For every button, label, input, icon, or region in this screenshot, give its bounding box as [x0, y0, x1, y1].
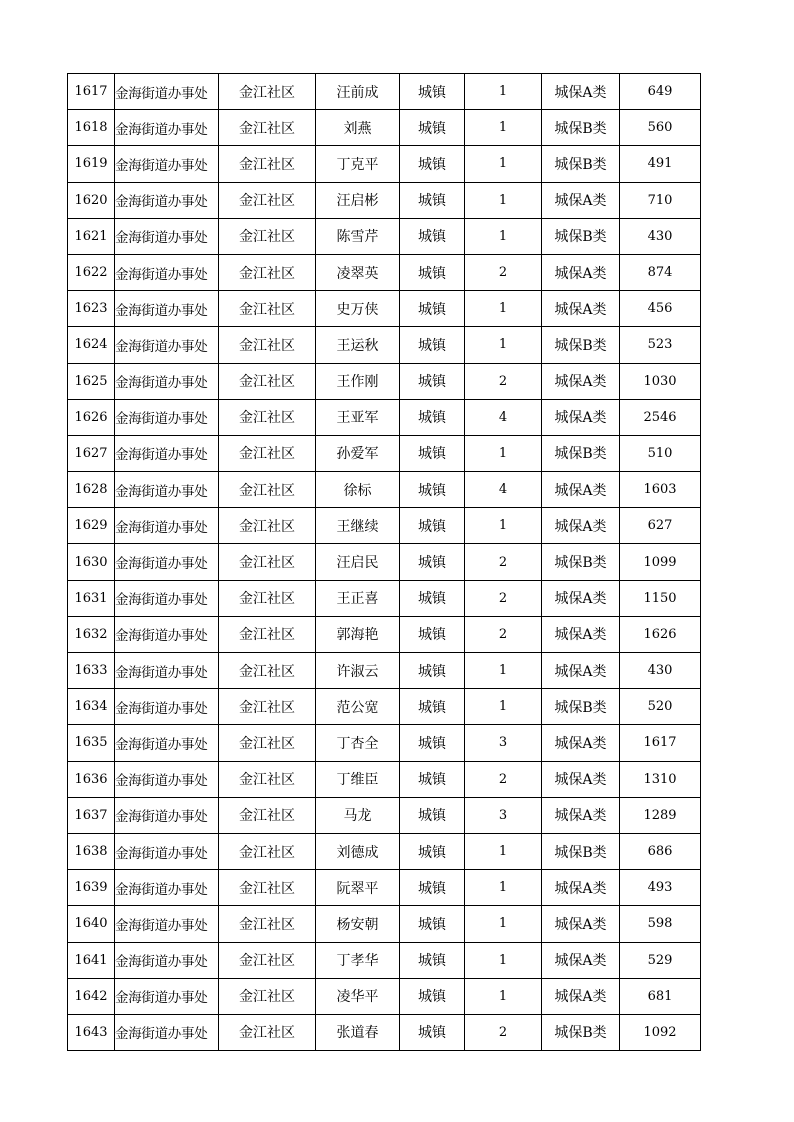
row-index-cell: 1635	[68, 725, 115, 761]
person-name-cell: 丁维臣	[316, 761, 400, 797]
street-office-cell: 金海街道办事处	[115, 942, 219, 978]
amount-cell: 1289	[620, 797, 701, 833]
street-office-cell: 金海街道办事处	[115, 327, 219, 363]
household-type-cell: 城镇	[400, 653, 465, 689]
insurance-class-cell: 城保A类	[542, 580, 620, 616]
table-row	[68, 218, 701, 254]
amount-cell: 681	[620, 978, 701, 1014]
table-row	[68, 906, 701, 942]
row-index-cell: 1639	[68, 870, 115, 906]
insurance-class-cell: 城保A类	[542, 797, 620, 833]
family-size-cell: 1	[465, 653, 542, 689]
amount-cell: 493	[620, 870, 701, 906]
community-cell: 金江社区	[219, 363, 316, 399]
row-index-cell: 1625	[68, 363, 115, 399]
row-index-cell: 1622	[68, 254, 115, 290]
street-office-cell: 金海街道办事处	[115, 508, 219, 544]
street-office-cell: 金海街道办事处	[115, 761, 219, 797]
insurance-class-cell: 城保A类	[542, 254, 620, 290]
household-type-cell: 城镇	[400, 327, 465, 363]
family-size-cell: 1	[465, 833, 542, 869]
table-row	[68, 327, 701, 363]
insurance-class-cell: 城保A类	[542, 942, 620, 978]
family-size-cell: 1	[465, 74, 542, 110]
table-row	[68, 833, 701, 869]
family-size-cell: 4	[465, 399, 542, 435]
person-name-cell: 郭海艳	[316, 616, 400, 652]
person-name-cell: 马龙	[316, 797, 400, 833]
family-size-cell: 2	[465, 761, 542, 797]
amount-cell: 598	[620, 906, 701, 942]
household-type-cell: 城镇	[400, 978, 465, 1014]
insurance-class-cell: 城保A类	[542, 291, 620, 327]
household-type-cell: 城镇	[400, 689, 465, 725]
household-type-cell: 城镇	[400, 74, 465, 110]
person-name-cell: 杨安朝	[316, 906, 400, 942]
amount-cell: 710	[620, 182, 701, 218]
family-size-cell: 1	[465, 978, 542, 1014]
amount-cell: 491	[620, 146, 701, 182]
street-office-cell: 金海街道办事处	[115, 978, 219, 1014]
community-cell: 金江社区	[219, 942, 316, 978]
street-office-cell: 金海街道办事处	[115, 435, 219, 471]
table-row	[68, 1014, 701, 1050]
household-type-cell: 城镇	[400, 291, 465, 327]
street-office-cell: 金海街道办事处	[115, 870, 219, 906]
amount-cell: 430	[620, 218, 701, 254]
street-office-cell: 金海街道办事处	[115, 254, 219, 290]
street-office-cell: 金海街道办事处	[115, 182, 219, 218]
street-office-cell: 金海街道办事处	[115, 616, 219, 652]
street-office-cell: 金海街道办事处	[115, 146, 219, 182]
row-index-cell: 1641	[68, 942, 115, 978]
person-name-cell: 丁克平	[316, 146, 400, 182]
insurance-class-cell: 城保A类	[542, 508, 620, 544]
household-type-cell: 城镇	[400, 906, 465, 942]
family-size-cell: 3	[465, 725, 542, 761]
amount-cell: 1617	[620, 725, 701, 761]
records-table	[67, 73, 701, 1051]
street-office-cell: 金海街道办事处	[115, 725, 219, 761]
community-cell: 金江社区	[219, 580, 316, 616]
community-cell: 金江社区	[219, 978, 316, 1014]
table-row	[68, 74, 701, 110]
family-size-cell: 2	[465, 363, 542, 399]
amount-cell: 874	[620, 254, 701, 290]
row-index-cell: 1633	[68, 653, 115, 689]
household-type-cell: 城镇	[400, 833, 465, 869]
street-office-cell: 金海街道办事处	[115, 1014, 219, 1050]
community-cell: 金江社区	[219, 689, 316, 725]
person-name-cell: 王正喜	[316, 580, 400, 616]
person-name-cell: 凌翠英	[316, 254, 400, 290]
table-row	[68, 870, 701, 906]
household-type-cell: 城镇	[400, 146, 465, 182]
household-type-cell: 城镇	[400, 363, 465, 399]
street-office-cell: 金海街道办事处	[115, 74, 219, 110]
street-office-cell: 金海街道办事处	[115, 580, 219, 616]
table-row	[68, 110, 701, 146]
table-row	[68, 472, 701, 508]
insurance-class-cell: 城保B类	[542, 833, 620, 869]
insurance-class-cell: 城保A类	[542, 616, 620, 652]
street-office-cell: 金海街道办事处	[115, 110, 219, 146]
amount-cell: 2546	[620, 399, 701, 435]
family-size-cell: 1	[465, 327, 542, 363]
community-cell: 金江社区	[219, 833, 316, 869]
family-size-cell: 2	[465, 580, 542, 616]
street-office-cell: 金海街道办事处	[115, 399, 219, 435]
row-index-cell: 1630	[68, 544, 115, 580]
insurance-class-cell: 城保B类	[542, 327, 620, 363]
street-office-cell: 金海街道办事处	[115, 689, 219, 725]
table-row	[68, 363, 701, 399]
street-office-cell: 金海街道办事处	[115, 797, 219, 833]
insurance-class-cell: 城保A类	[542, 725, 620, 761]
table-row	[68, 399, 701, 435]
community-cell: 金江社区	[219, 182, 316, 218]
row-index-cell: 1637	[68, 797, 115, 833]
row-index-cell: 1628	[68, 472, 115, 508]
amount-cell: 520	[620, 689, 701, 725]
street-office-cell: 金海街道办事处	[115, 472, 219, 508]
insurance-class-cell: 城保A类	[542, 74, 620, 110]
table-row	[68, 978, 701, 1014]
family-size-cell: 1	[465, 291, 542, 327]
insurance-class-cell: 城保B类	[542, 218, 620, 254]
household-type-cell: 城镇	[400, 399, 465, 435]
insurance-class-cell: 城保B类	[542, 689, 620, 725]
insurance-class-cell: 城保B类	[542, 110, 620, 146]
person-name-cell: 王亚军	[316, 399, 400, 435]
row-index-cell: 1634	[68, 689, 115, 725]
household-type-cell: 城镇	[400, 472, 465, 508]
person-name-cell: 阮翠平	[316, 870, 400, 906]
family-size-cell: 1	[465, 218, 542, 254]
insurance-class-cell: 城保A类	[542, 363, 620, 399]
street-office-cell: 金海街道办事处	[115, 653, 219, 689]
family-size-cell: 1	[465, 435, 542, 471]
row-index-cell: 1643	[68, 1014, 115, 1050]
person-name-cell: 张道春	[316, 1014, 400, 1050]
row-index-cell: 1636	[68, 761, 115, 797]
row-index-cell: 1620	[68, 182, 115, 218]
family-size-cell: 1	[465, 182, 542, 218]
table-row	[68, 146, 701, 182]
person-name-cell: 王运秋	[316, 327, 400, 363]
household-type-cell: 城镇	[400, 254, 465, 290]
person-name-cell: 刘德成	[316, 833, 400, 869]
amount-cell: 1150	[620, 580, 701, 616]
household-type-cell: 城镇	[400, 1014, 465, 1050]
row-index-cell: 1642	[68, 978, 115, 1014]
amount-cell: 649	[620, 74, 701, 110]
family-size-cell: 1	[465, 110, 542, 146]
person-name-cell: 范公宽	[316, 689, 400, 725]
amount-cell: 1030	[620, 363, 701, 399]
insurance-class-cell: 城保A类	[542, 472, 620, 508]
insurance-class-cell: 城保A类	[542, 653, 620, 689]
community-cell: 金江社区	[219, 327, 316, 363]
community-cell: 金江社区	[219, 544, 316, 580]
amount-cell: 1603	[620, 472, 701, 508]
street-office-cell: 金海街道办事处	[115, 833, 219, 869]
insurance-class-cell: 城保A类	[542, 978, 620, 1014]
household-type-cell: 城镇	[400, 761, 465, 797]
family-size-cell: 1	[465, 870, 542, 906]
row-index-cell: 1627	[68, 435, 115, 471]
community-cell: 金江社区	[219, 254, 316, 290]
insurance-class-cell: 城保A类	[542, 906, 620, 942]
row-index-cell: 1617	[68, 74, 115, 110]
row-index-cell: 1640	[68, 906, 115, 942]
table-row	[68, 797, 701, 833]
community-cell: 金江社区	[219, 399, 316, 435]
family-size-cell: 1	[465, 942, 542, 978]
household-type-cell: 城镇	[400, 616, 465, 652]
community-cell: 金江社区	[219, 110, 316, 146]
community-cell: 金江社区	[219, 725, 316, 761]
amount-cell: 456	[620, 291, 701, 327]
row-index-cell: 1619	[68, 146, 115, 182]
family-size-cell: 2	[465, 616, 542, 652]
table-row	[68, 761, 701, 797]
table-row	[68, 182, 701, 218]
insurance-class-cell: 城保B类	[542, 1014, 620, 1050]
insurance-class-cell: 城保B类	[542, 146, 620, 182]
community-cell: 金江社区	[219, 508, 316, 544]
community-cell: 金江社区	[219, 616, 316, 652]
amount-cell: 1092	[620, 1014, 701, 1050]
amount-cell: 510	[620, 435, 701, 471]
row-index-cell: 1618	[68, 110, 115, 146]
insurance-class-cell: 城保A类	[542, 761, 620, 797]
family-size-cell: 1	[465, 508, 542, 544]
family-size-cell: 2	[465, 1014, 542, 1050]
person-name-cell: 丁杏全	[316, 725, 400, 761]
row-index-cell: 1638	[68, 833, 115, 869]
family-size-cell: 2	[465, 544, 542, 580]
household-type-cell: 城镇	[400, 725, 465, 761]
table-row	[68, 544, 701, 580]
community-cell: 金江社区	[219, 870, 316, 906]
person-name-cell: 王作刚	[316, 363, 400, 399]
community-cell: 金江社区	[219, 761, 316, 797]
amount-cell: 430	[620, 653, 701, 689]
community-cell: 金江社区	[219, 1014, 316, 1050]
community-cell: 金江社区	[219, 146, 316, 182]
street-office-cell: 金海街道办事处	[115, 291, 219, 327]
amount-cell: 523	[620, 327, 701, 363]
household-type-cell: 城镇	[400, 110, 465, 146]
table-row	[68, 291, 701, 327]
community-cell: 金江社区	[219, 291, 316, 327]
household-type-cell: 城镇	[400, 544, 465, 580]
person-name-cell: 丁孝华	[316, 942, 400, 978]
family-size-cell: 1	[465, 146, 542, 182]
insurance-class-cell: 城保A类	[542, 399, 620, 435]
table-row	[68, 580, 701, 616]
row-index-cell: 1631	[68, 580, 115, 616]
community-cell: 金江社区	[219, 74, 316, 110]
community-cell: 金江社区	[219, 797, 316, 833]
household-type-cell: 城镇	[400, 435, 465, 471]
household-type-cell: 城镇	[400, 580, 465, 616]
household-type-cell: 城镇	[400, 942, 465, 978]
person-name-cell: 陈雪芹	[316, 218, 400, 254]
row-index-cell: 1623	[68, 291, 115, 327]
table-row	[68, 616, 701, 652]
household-type-cell: 城镇	[400, 508, 465, 544]
community-cell: 金江社区	[219, 435, 316, 471]
household-type-cell: 城镇	[400, 870, 465, 906]
row-index-cell: 1621	[68, 218, 115, 254]
amount-cell: 686	[620, 833, 701, 869]
person-name-cell: 汪启彬	[316, 182, 400, 218]
amount-cell: 627	[620, 508, 701, 544]
community-cell: 金江社区	[219, 218, 316, 254]
person-name-cell: 王继续	[316, 508, 400, 544]
table-row	[68, 508, 701, 544]
table-row	[68, 653, 701, 689]
person-name-cell: 孙爱军	[316, 435, 400, 471]
row-index-cell: 1626	[68, 399, 115, 435]
family-size-cell: 3	[465, 797, 542, 833]
street-office-cell: 金海街道办事处	[115, 218, 219, 254]
household-type-cell: 城镇	[400, 182, 465, 218]
table-row	[68, 942, 701, 978]
amount-cell: 1310	[620, 761, 701, 797]
person-name-cell: 刘燕	[316, 110, 400, 146]
person-name-cell: 汪前成	[316, 74, 400, 110]
insurance-class-cell: 城保B类	[542, 435, 620, 471]
household-type-cell: 城镇	[400, 218, 465, 254]
table-row	[68, 725, 701, 761]
table-row	[68, 435, 701, 471]
person-name-cell: 许淑云	[316, 653, 400, 689]
person-name-cell: 徐标	[316, 472, 400, 508]
person-name-cell: 史万侠	[316, 291, 400, 327]
row-index-cell: 1632	[68, 616, 115, 652]
street-office-cell: 金海街道办事处	[115, 544, 219, 580]
family-size-cell: 1	[465, 689, 542, 725]
insurance-class-cell: 城保A类	[542, 182, 620, 218]
family-size-cell: 1	[465, 906, 542, 942]
family-size-cell: 2	[465, 254, 542, 290]
person-name-cell: 汪启民	[316, 544, 400, 580]
community-cell: 金江社区	[219, 906, 316, 942]
household-type-cell: 城镇	[400, 797, 465, 833]
amount-cell: 529	[620, 942, 701, 978]
amount-cell: 560	[620, 110, 701, 146]
table-row	[68, 689, 701, 725]
community-cell: 金江社区	[219, 653, 316, 689]
person-name-cell: 凌华平	[316, 978, 400, 1014]
insurance-class-cell: 城保A类	[542, 870, 620, 906]
amount-cell: 1099	[620, 544, 701, 580]
table-row	[68, 254, 701, 290]
row-index-cell: 1624	[68, 327, 115, 363]
family-size-cell: 4	[465, 472, 542, 508]
amount-cell: 1626	[620, 616, 701, 652]
street-office-cell: 金海街道办事处	[115, 906, 219, 942]
community-cell: 金江社区	[219, 472, 316, 508]
row-index-cell: 1629	[68, 508, 115, 544]
insurance-class-cell: 城保B类	[542, 544, 620, 580]
street-office-cell: 金海街道办事处	[115, 363, 219, 399]
